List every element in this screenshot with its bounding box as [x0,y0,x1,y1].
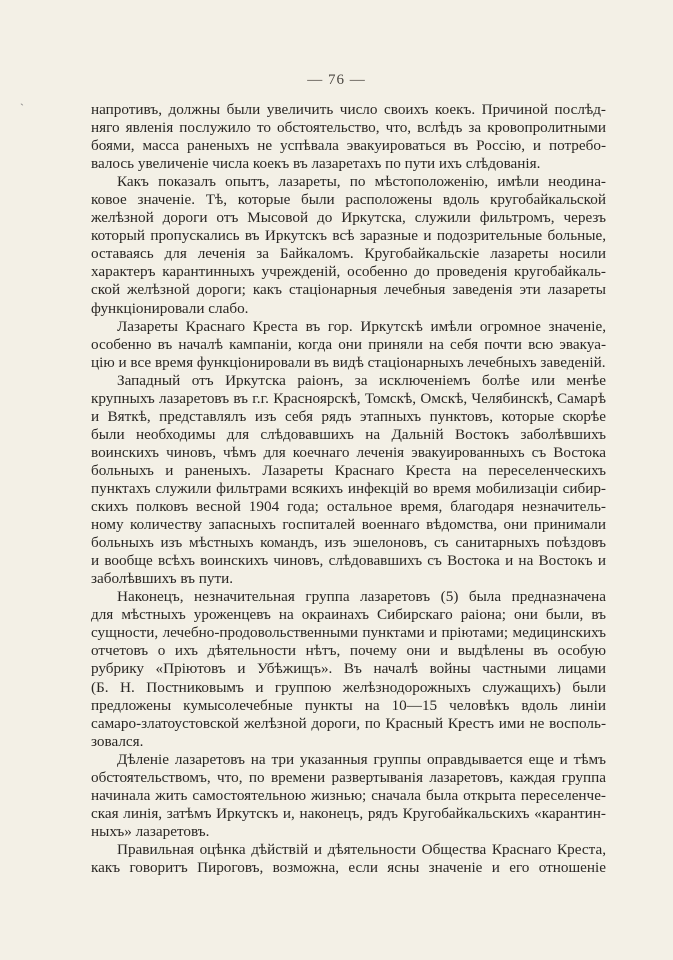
text-line: Правильная оцѣнка дѣйствій и дѣятельности Общества Краснаго Креста, [117,840,606,858]
text-line: няго явленія послужило то обстоятельство, что, вслѣдъ за кровопролитными [91,119,606,137]
text-line: ская линія, затѣмъ Иркутскъ и, наконецъ, рядъ Кругобайкальскихъ «карантин- [91,804,606,822]
text-line: какъ говоритъ Пироговъ, возможна, если ясны значеніе и его отношеніе [91,858,606,876]
text-line: Лазареты Краснаго Креста въ гор. Иркутскѣ имѣли огромное значеніе, [117,317,606,335]
text-line: ныхъ» лазаретовъ. [91,822,210,840]
text-line: самаро-златоустовской желѣзной дороги, по Красный Крестъ ими не восполь- [91,714,606,732]
text-line: Западный отъ Иркутска раіонъ, за исключеніемъ болѣе или менѣе [117,371,606,389]
text-line: воинскихъ чиновъ, чѣмъ для коечнаго леченія эвакуированныхъ съ Востока [91,443,606,461]
text-line: ковое значеніе. Тѣ, которые были расположены вдоль кругобайкальской [91,191,606,209]
text-line: для мѣстныхъ уроженцевъ на окраинахъ Сибирскаго раіона; они были, въ [91,606,606,624]
text-line: больныхъ и раненыхъ. Лазареты Краснаго Креста на переселенческихъ [91,461,606,479]
text-line: функціонировали слабо. [91,299,249,317]
text-line: который пропускались въ Иркутскъ всѣ заразные и подозрительные больные, [91,227,606,245]
text-line: рубрику «Пріютовъ и Убѣжищъ». Въ началѣ войны частными лицами [91,660,606,678]
text-line: ской желѣзной дороги; какъ стаціонарныя лечебныя заведенія эти лазареты [91,281,606,299]
text-line: пунктахъ служили фильтрами всякихъ инфекцій во время мобилизаціи сибир- [91,479,606,497]
text-line: Какъ показалъ опытъ, лазареты, по мѣстоположенію, имѣли неодина- [117,173,606,191]
text-line: предложены кумысолечебные пункты на 10—15 человѣкъ вдоль линіи [91,696,606,714]
text-line: отчетовъ о ихъ дѣятельности нѣтъ, почему они и выдѣлены въ особую [91,642,606,660]
text-line: оставаясь для леченія за Байкаломъ. Кругобайкальскіе лазареты носили [91,245,606,263]
text-line: и вообще всѣхъ воинскихъ чиновъ, слѣдовавшихъ съ Востока и на Востокъ и [91,552,606,570]
text-line: обстоятельствомъ, что, по времени развертыванія лазаретовъ, каждая группа [91,768,606,786]
margin-mark: ˋ [20,101,24,115]
text-line: зовался. [91,732,144,750]
text-line: особенно въ началѣ кампаніи, когда они приняли на себя почти всю эвакуа- [91,335,606,353]
page-number: — 76 — [307,72,366,88]
text-line: (Б. Н. Постниковымъ и группою желѣзнодорожныхъ служащихъ) были [91,678,606,696]
text-line: напротивъ, должны были увеличить число своихъ коекъ. Причиной послѣд- [91,101,606,118]
text-line: цію и все время функціонировали въ видѣ стаціонарныхъ лечебныхъ заведеній. [91,353,606,371]
text-line: крупныхъ лазаретовъ въ г.г. Красноярскѣ, Томскѣ, Омскѣ, Челябинскѣ, Самарѣ [91,389,606,407]
text-line: больныхъ изъ мѣстныхъ командъ, изъ эшелоновъ, съ санитарныхъ поѣздовъ [91,534,606,552]
text-line: характеръ карантинныхъ учрежденій, особенно до проведенія кругобайкаль- [91,263,606,281]
text-line: желѣзной дороги отъ Мысовой до Иркутска, служили фильтромъ, черезъ [91,209,606,227]
text-line: боями, масса раненыхъ не успѣвала эвакуироваться въ Россію, и потребо- [91,137,606,155]
text-line: Дѣленіе лазаретовъ на три указанныя группы оправдывается еще и тѣмъ [117,750,606,768]
body-text [91,101,606,877]
text-line: и Вяткѣ, представлялъ изъ себя рядъ этапныхъ пунктовъ, которые скорѣе [91,407,606,425]
text-line: начинала жить самостоятельною жизнью; сначала была открыта переселенче- [91,786,606,804]
text-line: Наконецъ, незначительная группа лазаретовъ (5) была предназначена [117,588,606,606]
text-line: заболѣвшихъ въ пути. [91,570,234,588]
text-line: были необходимы для слѣдовавшихъ на Дальній Востокъ заболѣвшихъ [91,425,606,443]
text-line: валось увеличеніе числа коекъ въ лазаретахъ по пути ихъ слѣдованія. [91,155,541,173]
text-line: сущности, лечебно-продовольственными пунктами и пріютами; медицинскихъ [91,624,606,642]
text-line: ному количеству запасныхъ госпиталей военнаго вѣдомства, они принимали [91,516,606,534]
text-line: скихъ полковъ весной 1904 года; остальное время, благодаря незначитель- [91,498,606,516]
